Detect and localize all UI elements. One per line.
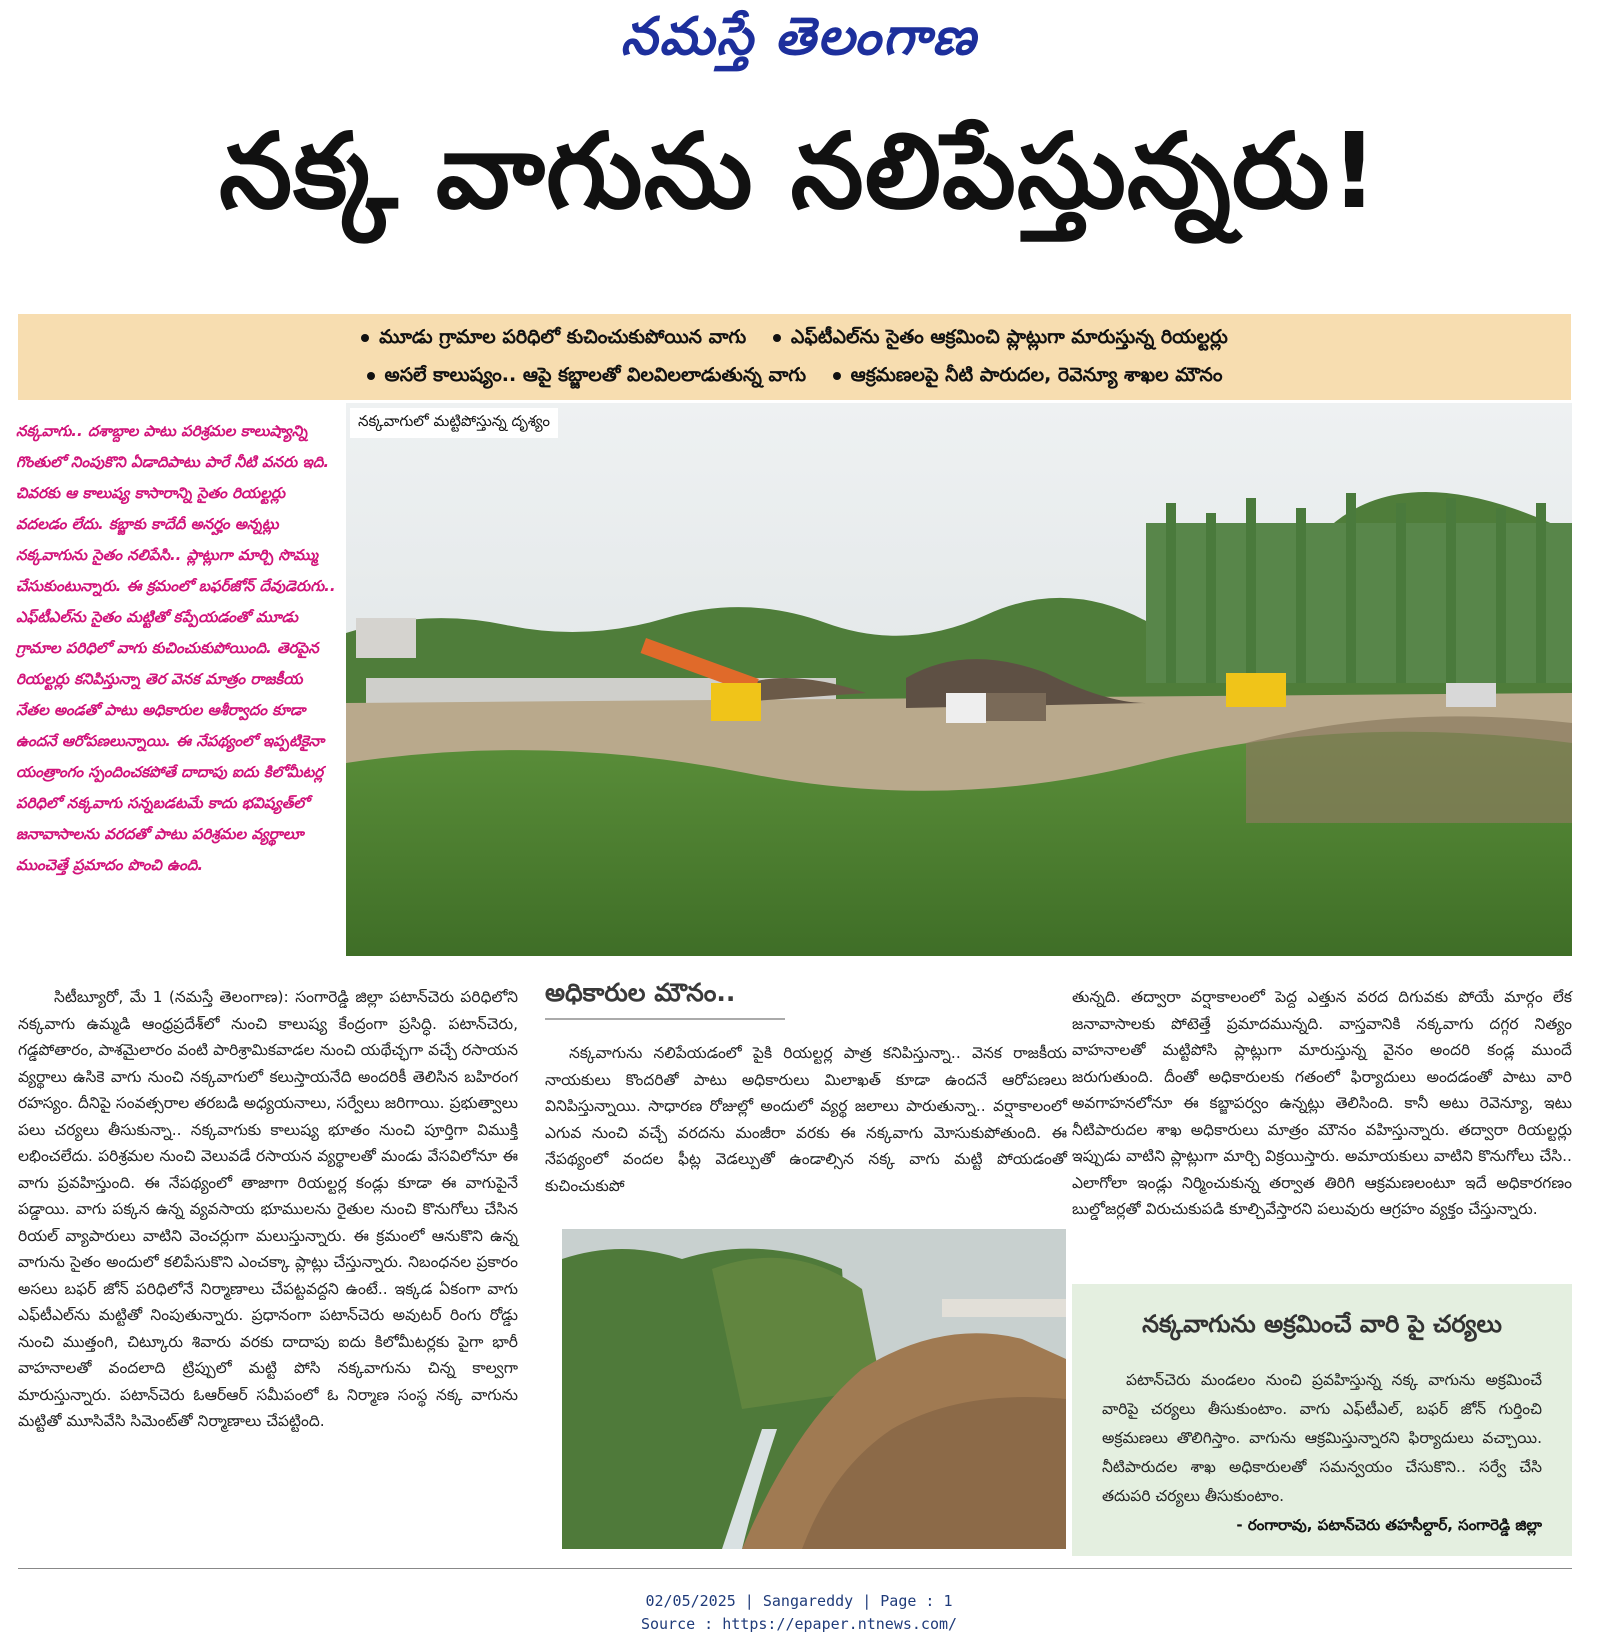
highlight-text: అసలే కాలుష్యం.. ఆపై కబ్జాలతో విలవిలలాడుతున్న వాగు <box>384 364 807 386</box>
sub-heading-rule <box>545 1018 785 1020</box>
highlight-text: మూడు గ్రామాల పరిధిలో కుచించుకుపోయిన వాగు <box>379 326 747 348</box>
main-photo <box>346 403 1572 956</box>
construction-site-photo <box>346 403 1572 956</box>
quote-heading: నక్కవాగును అక్రమించే వారి పై చర్యలు <box>1142 1310 1502 1338</box>
highlights-row-2 <box>18 364 1571 387</box>
secondary-photo <box>562 1229 1066 1549</box>
column-2: నక్కవాగును నలిపేయడంలో పైకి రియల్టర్ల పాత్ర కనిపిస్తున్నా.. వెనక రాజకీయ నాయకులు కొందరితో పాటు అధికారులు మిలాఖత్ కూడా ఉందనే ఆరోపణలు వినిపిస్తున్నాయి. సాధారణ రోజుల్లో అందులో వ్యర్థ జలాలు పారుతున్నా.. వర్షాకాలంలో ఎగువ నుంచి వచ్చే వరదను మంజీరా వరకు ఈ నక్కవాగు మోసుకుపోతుంది. ఈ నేపథ్యంలో వందల ఫీట్ల వెడల్పుతో ఉండాల్సిన నక్క వాగు మట్టి పోయడంతో కుచించుకుపో <box>545 1044 1067 1195</box>
quote-attribution: - రంగారావు, పటాన్‌చెరు తహసీల్దార్, సంగారెడ్డి జిల్లా <box>1236 1516 1542 1534</box>
bullet-icon <box>361 334 369 342</box>
footer-date-page: 02/05/2025 | Sangareddy | Page : 1 <box>645 1592 953 1610</box>
bullet-icon <box>773 334 781 342</box>
bullet-icon <box>367 372 375 380</box>
stream-dump-photo <box>562 1229 1066 1549</box>
footer-source: Source : https://epaper.ntnews.com/ <box>640 1615 958 1633</box>
highlight-text: ఎఫ్‌టీఎల్‌ను సైతం ఆక్రమించి ప్లాట్లుగా మారుస్తున్న రియల్టర్లు <box>790 326 1228 348</box>
highlight-item <box>367 364 807 386</box>
photo-caption: నక్కవాగులో మట్టిపోస్తున్న దృశ్యం <box>350 408 558 438</box>
highlight-item <box>361 326 746 348</box>
column-3: తున్నది. తద్వారా వర్షాకాలంలో పెద్ద ఎత్తున వరద దిగువకు పోయే మార్గం లేక జనావాసాలకు పోటెత్తే ప్రమాదమున్నది. వాస్తవానికి నక్కవాగు దగ్గర నిత్యం వాహనాలతో మట్టిపోసి ప్లాట్లుగా మారుస్తున్న వైనం అందరి కండ్ల ముందే జరుగుతుంది. దీంతో అధికారులకు గతంలో ఫిర్యాదులు అందడంతో పాటు వారి అవగాహనలోనూ ఈ కబ్జాపర్వం ఉన్నట్లు తెలిసింది. కానీ అటు రెవెన్యూ, ఇటు నీటిపారుదల శాఖ అధికారులు మాత్రం మౌనం వహిస్తున్నారు. తద్వారా రియల్టర్లు ఇప్పుడు వాటిని ప్లాట్లుగా మార్చి విక్రయిస్తారు. అమాయకులు వాటిని కొనుగోలు చేసి.. ఎలాగోలా ఇండ్లు నిర్మించుకున్న తర్వాత తిరిగి ఆక్రమణలంటూ ఇదే అధికారగణం బుల్డోజర్లతో విరుచుకుపడి కూల్చివేస్తారని పలువురు ఆగ్రహం వ్యక్తం చేస్తున్నారు. <box>1072 988 1572 1218</box>
highlight-item <box>833 364 1223 386</box>
masthead: నమస్తే తెలంగాణ <box>620 6 978 67</box>
footer-divider <box>18 1568 1572 1569</box>
highlight-text: ఆక్రమణలపై నీటి పారుదల, రెవెన్యూ శాఖల మౌనం <box>850 364 1223 386</box>
column-1: సిటీబ్యూరో, మే 1 (నమస్తే తెలంగాణ): సంగారెడ్డి జిల్లా పటాన్‌చెరు పరిధిలోని నక్కవాగు ఉమ్మడి ఆంధ్రప్రదేశ్‌లో నుంచి కాలుష్య కేంద్రంగా ప్రసిద్ధి. పటాన్‌చెరు, గడ్డపోతారం, పాశమైలారం వంటి పారిశ్రామికవాడల నుంచి యథేచ్ఛగా వచ్చే రసాయన వ్యర్థాలు ఉసికె వాగు నుంచి నక్కవాగులో కలుస్తాయనేది అందరికీ తెలిసిన బహిరంగ రహస్యం. దీనిపై సంవత్సరాల తరబడి అధ్యయనాలు, సర్వేలు జరిగాయి. ప్రభుత్వాలు పలు చర్యలు తీసుకున్నా.. నక్కవాగుకు కాలుష్య భూతం నుంచి పూర్తిగా విముక్తి లభించలేదు. పరిశ్రమల నుంచి వెలువడే రసాయన వ్యర్థాలతో మండు వేసవిలోనూ ఈ వాగు ప్రవహిస్తుంది. ఈ నేపథ్యంలో తాజాగా రియల్టర్ల కండ్లు కూడా ఈ వాగుపైనే పడ్డాయి. వాగు పక్కన ఉన్న వ్యవసాయ భూములను రైతుల నుంచి కొనుగోలు చేసిన రియల్ వ్యాపారులు వాటిని వెంచర్లుగా మలుస్తున్నారు. ఈ క్రమంలో ఆనుకొని ఉన్న వాగును సైతం అందులో కలిపేసుకొని ఎంచక్కా ప్లాట్లు చేస్తున్నారు. నిబంధనల ప్రకారం అసలు బఫర్ జోన్ పరిధిలోనే నిర్మాణాలు చేపట్టవద్దని ఉంటే.. ఇక్కడ ఏకంగా వాగు ఎఫ్‌టీఎల్‌ను మట్టితో నింపుతున్నారు. ప్రధానంగా పటాన్‌చెరు అవుటర్ రింగు రోడ్డు నుంచి ముత్తంగి, చిట్కూరు శివారు వరకు దాదాపు ఐదు కిలోమీటర్లకు పైగా భారీ వాహనాలతో వందలాది ట్రిప్పులో మట్టి పోసి నక్కవాగును చిన్న కాల్వగా మారుస్తున్నారు. పటాన్‌చెరు ఓఆర్‌ఆర్ సమీపంలో ఓ నిర్మాణ సంస్థ నక్క వాగును మట్టితో మూసివేసి సిమెంట్‌తో నిర్మాణాలు చేపట్టింది. <box>18 988 518 1430</box>
bullet-icon <box>833 372 841 380</box>
official-quote-box <box>1072 1284 1572 1556</box>
intro-paragraph: నక్కవాగు.. దశాబ్దాల పాటు పరిశ్రమల కాలుష్యాన్ని గొంతులో నింపుకొని ఏడాదిపాటు పారే నీటి వనరు ఇది. చివరకు ఆ కాలుష్య కాసారాన్ని సైతం రియల్టర్లు వదలడం లేదు. కబ్జాకు కాదేదీ అనర్హం అన్నట్లు నక్కవాగును సైతం నలిపేసి.. ప్లాట్లుగా మార్చి సొమ్ము చేసుకుంటున్నారు. ఈ క్రమంలో బఫర్‌జోన్ దేవుడెరుగు.. ఎఫ్‌టీఎల్‌ను సైతం మట్టితో కప్పేయడంతో మూడు గ్రామాల పరిధిలో వాగు కుచించుకుపోయింది. తెరపైన రియల్టర్లు కనిపిస్తున్నా తెర వెనక మాత్రం రాజకీయ నేతల అండతో పాటు అధికారుల ఆశీర్వాదం కూడా ఉందనే ఆరోపణలున్నాయి. ఈ నేపథ్యంలో ఇప్పటికైనా యంత్రాంగం స్పందించకపోతే దాదాపు ఐదు కిలోమీటర్ల పరిధిలో నక్కవాగు సన్నబడటమే కాదు భవిష్యత్‌లో జనావాసాలను వరదతో పాటు పరిశ్రమల వ్యర్థాలూ ముంచెత్తే ప్రమాదం పొంచి ఉంది. <box>16 422 336 874</box>
highlights-row-1 <box>18 326 1571 349</box>
highlight-item <box>773 326 1228 348</box>
quote-body: పటాన్‌చెరు మండలం నుంచి ప్రవహిస్తున్న నక్క వాగును అక్రమించే వారిపై చర్యలు తీసుకుంటాం. వాగు ఎఫ్‌టీఎల్, బఫర్ జోన్ గుర్తించి అక్రమణలు తొలిగిస్తాం. వాగును ఆక్రమిస్తున్నారని ఫిర్యాదులు వచ్చాయి. నీటిపారుదల శాఖ అధికారులతో సమన్వయం చేసుకొని.. సర్వే చేసి తదుపరి చర్యలు తీసుకుంటాం. <box>1102 1371 1542 1505</box>
sub-heading: అధికారుల మౌనం.. <box>545 978 736 1007</box>
headline: నక్క వాగును నలిపేస్తున్నరు! <box>219 110 1379 232</box>
highlights-band <box>18 314 1571 400</box>
